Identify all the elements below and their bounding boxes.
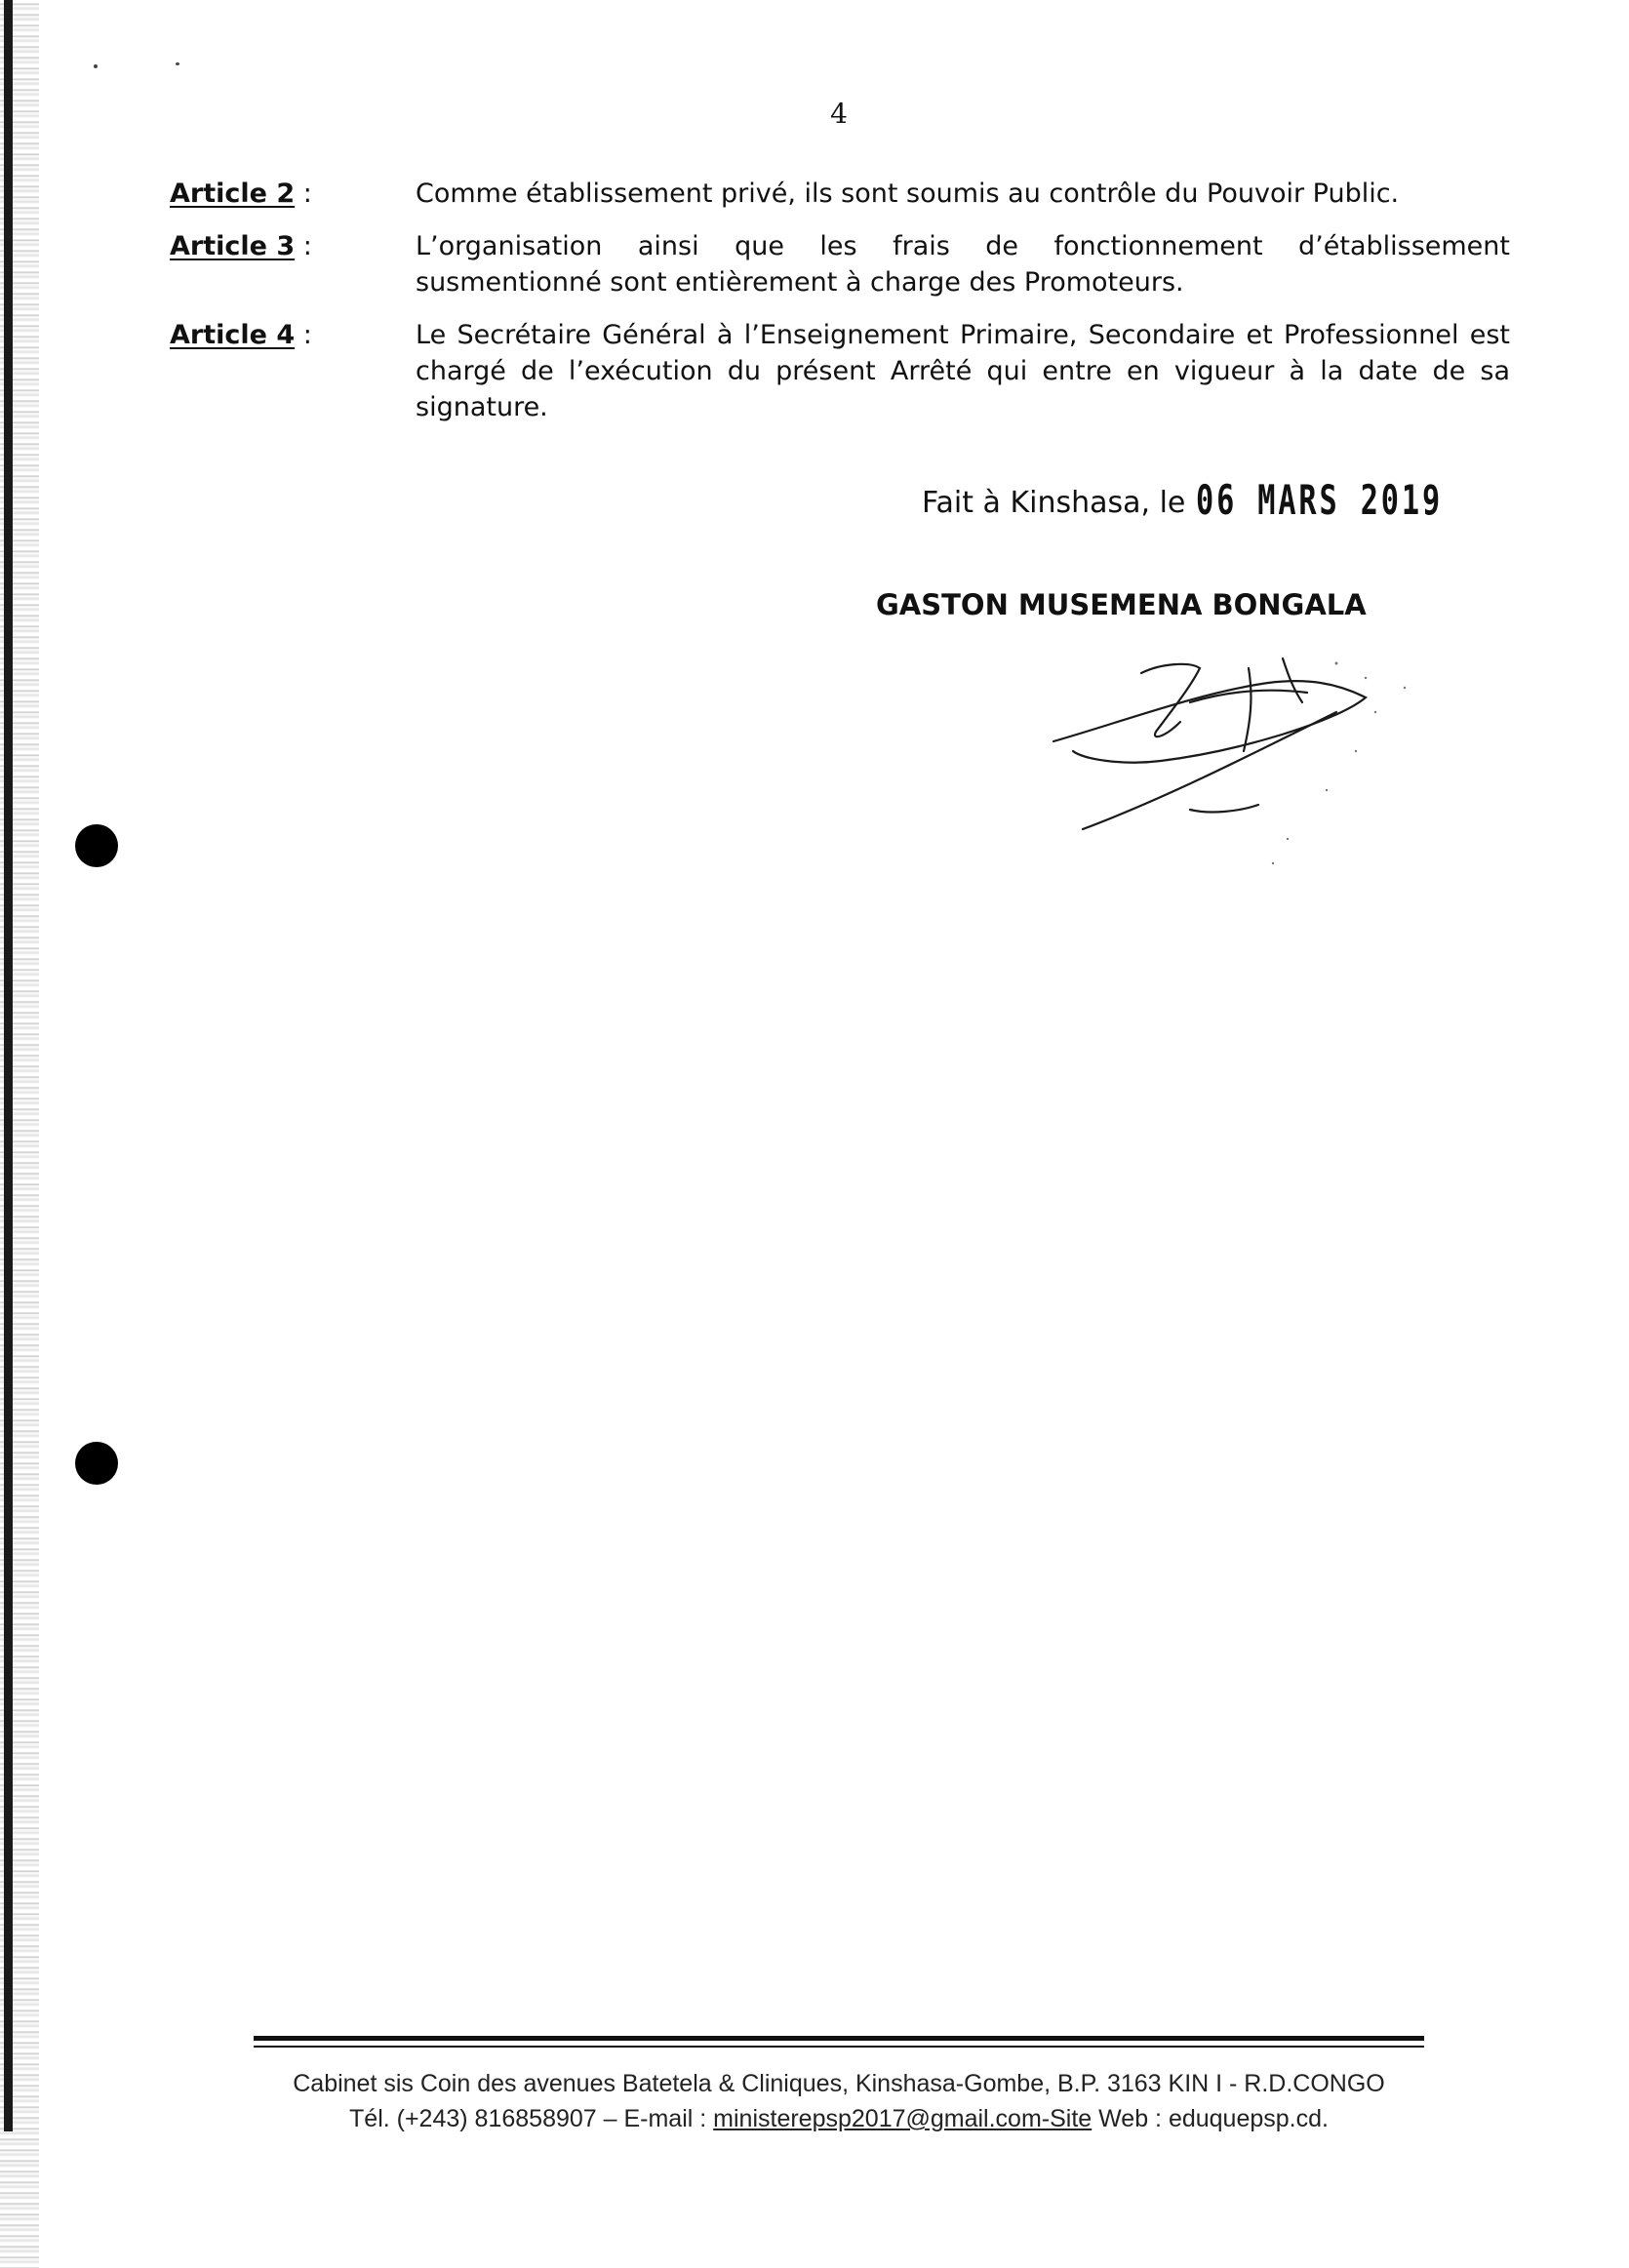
scan-speck (94, 64, 98, 68)
page-number: 4 (830, 98, 848, 130)
article-label-word: Article 3 (170, 231, 296, 261)
article-label-word: Article 4 (170, 320, 296, 350)
article-text: Comme établissement privé, ils sont soumis au contrôle du Pouvoir Public. (416, 179, 1400, 209)
article-label (170, 317, 384, 353)
signatory-name: GASTON MUSEMENA BONGALA (876, 588, 1367, 621)
article-text: Le Secrétaire Général à l’Enseignement Primaire, Secondaire et Professionnel est chargé de l’exécution du présent Arrêté qui entre en vigueur à la date de sa signature. (416, 320, 1510, 422)
place-and-date (922, 476, 1539, 524)
made-at-text: Fait à Kinshasa, le (922, 486, 1186, 520)
article-label (170, 176, 384, 212)
article-label (170, 228, 384, 264)
article-label-word: Article 2 (170, 179, 296, 209)
footer-divider-thin (254, 2046, 1424, 2048)
scan-edge-bar (4, 0, 13, 2131)
footer-phone: Tél. (+243) 816858907 – E-mail : (349, 2105, 714, 2132)
article-separator: : (295, 320, 312, 350)
article-separator: : (295, 231, 312, 261)
footer-address (195, 2066, 1483, 2136)
punch-hole-bottom (75, 1442, 118, 1485)
footer-divider (254, 2036, 1424, 2041)
footer-website: Web : eduquepsp.cd. (1092, 2105, 1329, 2132)
article-text: L’organisation ainsi que les frais de fonctionnement d’établissement susmentionné sont entièrement à charge des Promoteurs. (416, 231, 1510, 298)
footer-contact-line (195, 2101, 1483, 2136)
article-separator: : (295, 179, 312, 209)
footer-email-link[interactable]: ministerepsp2017@gmail.com-Site (713, 2105, 1093, 2132)
scan-speck (176, 62, 179, 65)
handwritten-signature (1044, 644, 1414, 878)
date-stamp: 06 MARS 2019 (1196, 476, 1444, 524)
footer-address-line: Cabinet sis Coin des avenues Batetela & Cliniques, Kinshasa-Gombe, B.P. 3163 KIN I - R.D.CONGO (293, 2070, 1385, 2097)
punch-hole-top (75, 824, 118, 867)
